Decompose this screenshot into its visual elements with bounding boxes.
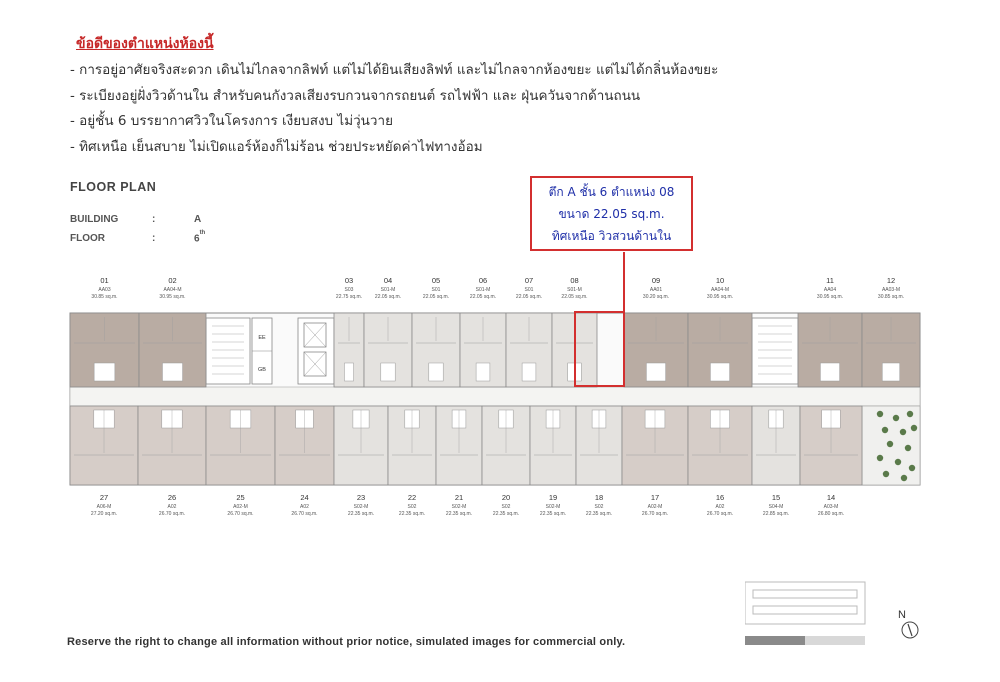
bottom-unit-type: S04-M: [768, 504, 784, 510]
top-unit-size: 30.95 sq.m.: [816, 294, 844, 300]
floor-plan-title: FLOOR PLAN: [70, 180, 157, 194]
unit-bathroom: [882, 363, 899, 381]
floor-value: 6th: [194, 230, 206, 245]
bottom-unit-size: 26.80 sq.m.: [817, 511, 845, 517]
bottom-unit-size: 22.35 sq.m.: [445, 511, 473, 517]
tree-icon: [911, 425, 917, 431]
callout-line-3: ทิศเหนือ วิวสวนด้านใน: [551, 229, 672, 243]
top-unit-number: 04: [383, 276, 393, 285]
advantage-item: - ระเบียงอยู่ฝั่งวิวด้านใน สำหรับคนกังวลเสียงรบกวนจากรถยนต์ รถไฟฟ้า และ ฝุ่นควันจากด้านถนน: [70, 87, 641, 104]
bottom-unit-number: 14: [826, 493, 836, 502]
bottom-unit-size: 22.35 sq.m.: [539, 511, 567, 517]
key-plan: [745, 580, 945, 660]
disclaimer: Reserve the right to change all information without prior notice, simulated images for commercial only.: [67, 636, 626, 648]
bottom-unit-number: 24: [300, 493, 309, 502]
bottom-unit-type: S02: [594, 504, 604, 510]
top-unit-type: S01: [524, 287, 534, 293]
bottom-unit-size: 22.35 sq.m.: [492, 511, 520, 517]
tree-icon: [887, 441, 893, 447]
tree-icon: [883, 471, 889, 477]
top-unit-type: S01: [431, 287, 441, 293]
bottom-unit-size: 22.35 sq.m.: [347, 511, 375, 517]
building-value: A: [194, 214, 202, 225]
bottom-unit-number: 23: [356, 493, 366, 502]
bottom-unit-number: 15: [771, 493, 781, 502]
top-unit-number: 08: [570, 276, 579, 285]
lift-core: [298, 318, 334, 384]
unit-bathroom: [710, 363, 729, 381]
bottom-unit-type: A06-M: [96, 504, 112, 510]
bottom-unit-size: 22.35 sq.m.: [398, 511, 426, 517]
bottom-unit-type: S02-M: [451, 504, 467, 510]
top-unit-number: 01: [100, 276, 109, 285]
bottom-unit-type: A02-M: [647, 504, 663, 510]
advantage-item: - อยู่ชั้น 6 บรรยากาศวิวในโครงการ เงียบสงบ ไม่วุ่นวาย: [70, 113, 393, 129]
top-unit-size: 22.05 sq.m.: [422, 294, 450, 300]
unit-bathroom: [476, 363, 490, 381]
unit-bathroom: [94, 363, 115, 381]
bottom-unit-size: 26.70 sq.m.: [227, 511, 254, 517]
colon: :: [152, 233, 156, 244]
tree-icon: [900, 429, 906, 435]
north-label: N: [898, 609, 906, 621]
tree-icon: [909, 465, 915, 471]
callout-line-1: ตึก A ชั้น 6 ตำแหน่ง 08: [548, 185, 675, 199]
tree-icon: [901, 475, 907, 481]
bottom-unit-size: 27.20 sq.m.: [90, 511, 118, 517]
top-unit-size: 22.75 sq.m.: [335, 294, 363, 300]
building-label: BUILDING: [70, 214, 119, 225]
advantage-item: - ทิศเหนือ เย็นสบาย ไม่เปิดแอร์ห้องก็ไม่ร้อน ช่วยประหยัดค่าไฟทางอ้อม: [70, 138, 483, 155]
north-arrow-icon: [898, 609, 918, 638]
top-unit-type: AA04-M: [163, 287, 182, 293]
top-unit-type: AA03: [98, 287, 111, 293]
unit-bathroom: [162, 363, 182, 381]
tree-icon: [877, 411, 883, 417]
core-label-gb: GB: [258, 367, 266, 373]
core-label-ee: EE: [258, 335, 266, 341]
tree-icon: [877, 455, 883, 461]
top-unit-type: AA04: [823, 287, 837, 293]
top-unit-type: AA01: [649, 287, 663, 293]
bottom-unit-size: 22.85 sq.m.: [762, 511, 790, 517]
bottom-unit-type: A02: [167, 504, 177, 510]
top-unit-type: S01-M: [380, 287, 396, 293]
callout-line-2: ขนาด 22.05 sq.m.: [558, 207, 665, 221]
bottom-unit-size: 22.35 sq.m.: [585, 511, 613, 517]
top-unit-number: 07: [524, 276, 534, 285]
unit-bathroom: [522, 363, 536, 381]
top-unit-size: 30.20 sq.m.: [642, 294, 670, 300]
bottom-unit-number: 25: [236, 493, 245, 502]
bottom-unit-number: 21: [454, 493, 464, 502]
top-unit-number: 09: [651, 276, 661, 285]
key-plan-outline: [745, 582, 865, 624]
bottom-unit-number: 20: [501, 493, 511, 502]
bottom-unit-type: A02: [715, 504, 725, 510]
advantages-heading: ข้อดีของตำแหน่งห้องนี้: [76, 36, 214, 52]
top-unit-number: 06: [478, 276, 488, 285]
top-unit-size: 30.95 sq.m.: [159, 294, 186, 300]
key-plan-wing-north: [753, 590, 857, 598]
bottom-unit-number: 18: [594, 493, 604, 502]
top-unit-size: 30.85 sq.m.: [877, 294, 905, 300]
bottom-unit-type: S02: [501, 504, 511, 510]
top-unit-size: 30.95 sq.m.: [706, 294, 734, 300]
top-unit-size: 22.05 sq.m.: [561, 294, 588, 300]
bottom-unit-type: S02-M: [353, 504, 369, 510]
top-unit-type: S03: [344, 287, 354, 293]
bottom-unit-size: 26.70 sq.m.: [158, 511, 186, 517]
corridor: [70, 387, 920, 406]
bottom-unit-number: 26: [167, 493, 177, 502]
bottom-unit-size: 26.70 sq.m.: [706, 511, 734, 517]
bottom-unit-size: 26.70 sq.m.: [641, 511, 669, 517]
bottom-unit-type: S02: [407, 504, 417, 510]
top-unit-type: AA03-M: [881, 287, 901, 293]
bottom-unit-type: A02: [300, 504, 309, 510]
bottom-unit-type: S02-M: [545, 504, 561, 510]
key-plan-wing-south: [753, 606, 857, 614]
top-unit-number: 05: [431, 276, 441, 285]
unit-bathroom: [820, 363, 839, 381]
tree-icon: [895, 459, 901, 465]
bottom-unit-number: 17: [650, 493, 660, 502]
top-unit-number: 03: [344, 276, 354, 285]
top-unit-number: 10: [715, 276, 725, 285]
unit-bathroom: [646, 363, 665, 381]
bottom-unit-number: 27: [99, 493, 109, 502]
top-unit-type: S01-M: [567, 287, 582, 293]
unit-bathroom: [381, 363, 395, 381]
unit-callout: [530, 176, 693, 251]
tree-icon: [905, 445, 911, 451]
bottom-unit-type: A03-M: [823, 504, 839, 510]
colon: :: [152, 214, 156, 225]
tree-icon: [882, 427, 888, 433]
unit-bathroom: [429, 363, 443, 381]
top-unit-type: S01-M: [475, 287, 491, 293]
bottom-unit-number: 22: [407, 493, 417, 502]
bottom-unit-number: 19: [548, 493, 558, 502]
top-unit-size: 22.05 sq.m.: [374, 294, 402, 300]
top-unit-size: 30.85 sq.m.: [91, 294, 118, 300]
top-unit-type: AA04-M: [710, 287, 730, 293]
bottom-unit-type: A02-M: [233, 504, 248, 510]
top-unit-number: 02: [168, 276, 177, 285]
key-plan-scale-bar-light: [805, 636, 865, 645]
floor-label: FLOOR: [70, 233, 105, 244]
top-unit-size: 22.05 sq.m.: [515, 294, 543, 300]
unit-bathroom: [345, 363, 354, 381]
tree-icon: [907, 411, 913, 417]
top-unit-size: 22.05 sq.m.: [469, 294, 497, 300]
bottom-unit-number: 16: [715, 493, 725, 502]
tree-icon: [893, 415, 899, 421]
top-unit-number: 12: [886, 276, 896, 285]
bottom-unit-size: 26.70 sq.m.: [291, 511, 318, 517]
top-unit-number: 11: [826, 276, 834, 285]
advantage-item: - การอยู่อาศัยจริงสะดวก เดินไม่ไกลจากลิฟท์ แต่ไม่ได้ยินเสียงลิฟท์ และไม่ไกลจากห้องขยะ แต่ไม่ได้กลิ่นห้องขยะ: [70, 62, 719, 78]
